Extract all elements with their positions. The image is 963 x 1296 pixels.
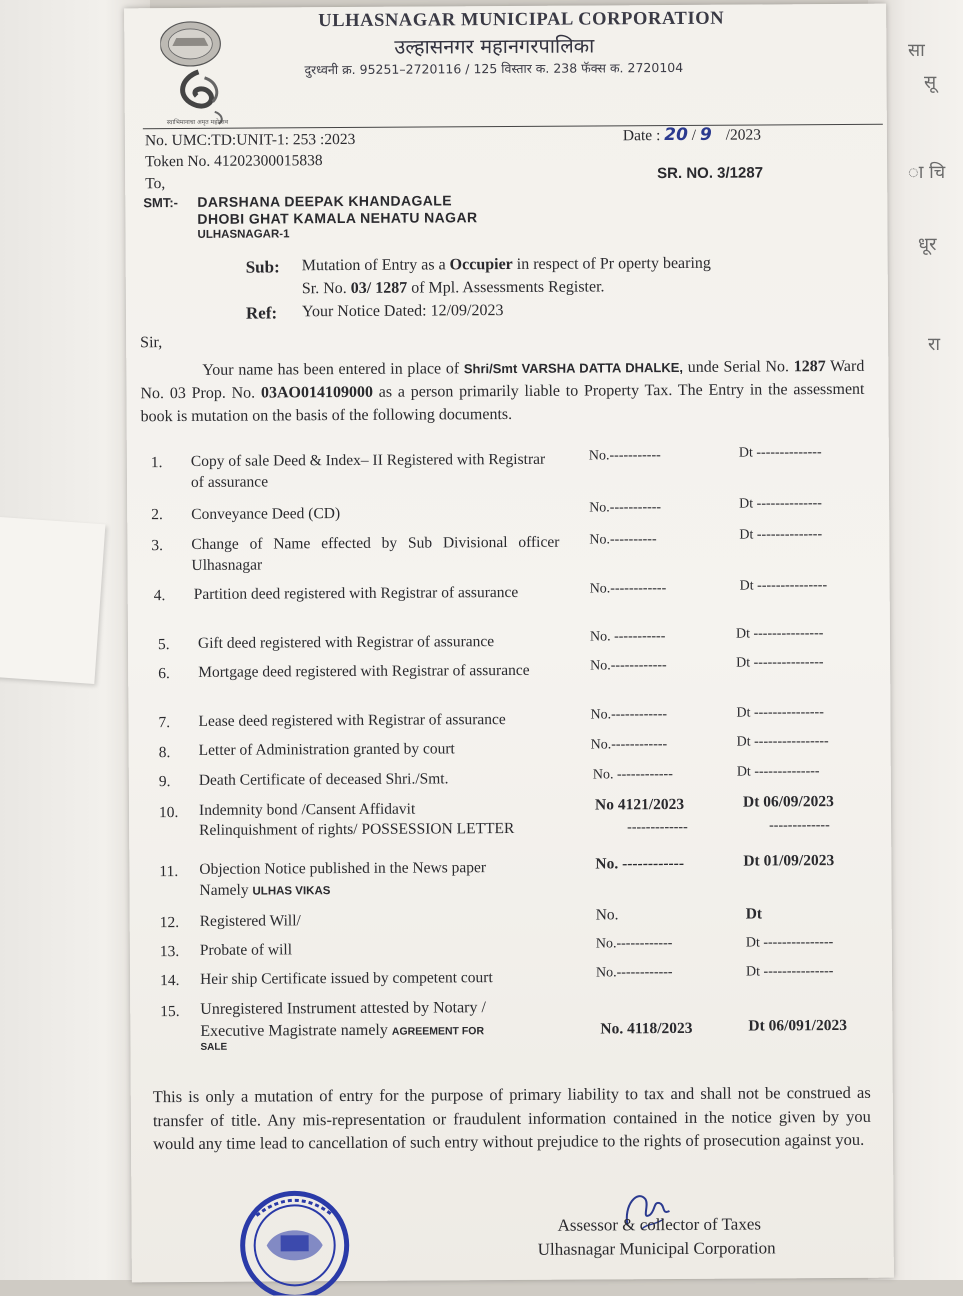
- doc-number: 13.: [159, 943, 180, 961]
- doc-date-underline: -------------: [769, 818, 830, 834]
- doc-date-field: Dt 01/09/2023: [743, 852, 835, 870]
- intro-text: Ward No. 03 Prop. No.: [140, 357, 865, 403]
- signatory-organization: Ulhasnagar Municipal Corporation: [537, 1238, 776, 1259]
- doc-date-field: Dt --------------: [739, 496, 822, 512]
- doc-description: Lease deed registered with Registrar of assurance: [198, 711, 506, 730]
- token-number: Token No. 41202300015838: [145, 152, 323, 171]
- previous-owner-name: Shri/Smt VARSHA DATTA DHALKE,: [463, 359, 684, 377]
- corporation-logo-icon: [160, 16, 257, 135]
- doc-number: 10.: [158, 804, 179, 822]
- date-day-handwritten: 20: [664, 124, 688, 146]
- instrument-name: AGREEMENT FOR: [391, 1025, 485, 1038]
- doc-number-field: No 4121/2023: [594, 795, 685, 814]
- doc-description: Registered Will/: [199, 912, 301, 930]
- intro-text: unde Serial No.: [682, 358, 794, 376]
- doc-date-field: Dt --------------: [739, 527, 823, 543]
- ref-label: Ref:: [245, 303, 278, 323]
- doc-number-field: No.-----------: [589, 500, 662, 516]
- subject-label: Sub:: [245, 257, 280, 277]
- doc-number: 11.: [159, 863, 179, 881]
- addressee-name: DARSHANA DEEPAK KHANDAGALE: [197, 192, 452, 210]
- reference-number: No. UMC:TD:UNIT-1: 253 :2023: [144, 130, 356, 150]
- doc-number: 6.: [158, 665, 170, 683]
- doc-number-field: No.------------: [595, 965, 673, 981]
- doc-description: Objection Notice published in the News paper: [199, 859, 487, 878]
- doc-description-line-2: [199, 878, 565, 903]
- doc-number-field: No.------------: [590, 737, 668, 753]
- addressee-address-line: DHOBI GHAT KAMALA NEHATU NAGAR: [197, 209, 478, 227]
- doc-number: 2.: [151, 506, 163, 524]
- subject-text-part: in respect of Pr operty bearing: [512, 254, 711, 273]
- subject-line-2: [302, 278, 605, 298]
- subject-serial: 03/ 1287: [350, 279, 408, 297]
- side-mark: ा चि: [908, 162, 946, 183]
- contact-line: दुरध्वनी क्र. 95251–2720116 / 125 विस्तार क. 238 फॅक्स क. 2720104: [304, 59, 684, 78]
- doc-date-field: Dt ---------------: [745, 964, 834, 980]
- subject-text: [302, 255, 711, 275]
- doc-number: 8.: [158, 744, 171, 762]
- doc-number-field: No.------------: [595, 936, 673, 952]
- notice-document: [124, 4, 894, 1283]
- doc-number-field: No.: [595, 906, 619, 924]
- doc-text-part: Namely: [199, 881, 253, 899]
- doc-description: Death Certificate of deceased Shri./Smt.: [198, 770, 449, 789]
- newspaper-name: ULHAS VIKAS: [252, 885, 331, 898]
- instrument-name-line-2: SALE: [200, 1041, 228, 1053]
- doc-number: 9.: [158, 773, 171, 791]
- side-mark: सा: [908, 40, 925, 61]
- doc-number-field: No.------------: [590, 658, 667, 674]
- side-mark: धूर: [918, 234, 937, 255]
- doc-description: Change of Name effected by Sub Divisional officer Ulhasnagar: [191, 533, 560, 574]
- doc-description: Letter of Administration granted by court: [198, 740, 455, 759]
- ref-text: Your Notice Dated: 12/09/2023: [301, 302, 504, 321]
- subject-text-part: of Mpl. Assessments Register.: [407, 278, 605, 297]
- property-number: 03AO014109000: [260, 383, 373, 402]
- doc-date-field: Dt 06/09/2023: [742, 793, 834, 811]
- doc-number-field: No.------------: [589, 581, 667, 597]
- doc-description-line-2: Relinquishment of rights/ POSSESSION LETTER: [199, 819, 515, 839]
- subject-text-part: Mutation of Entry as a: [301, 256, 450, 275]
- doc-number-field: No. -----------: [589, 629, 666, 645]
- doc-description: Mortgage deed registered with Registrar of assurance: [198, 661, 530, 681]
- doc-number: 7.: [158, 714, 171, 732]
- doc-date-field: Dt --------------: [736, 764, 820, 780]
- side-mark: रा: [928, 334, 941, 355]
- doc-description: Conveyance Deed (CD): [191, 505, 341, 523]
- doc-description: Heir ship Certificate issued by competent court: [199, 969, 493, 988]
- intro-serial-number: 1287: [793, 358, 826, 376]
- doc-number: 5.: [157, 636, 170, 654]
- organization-name-hindi: उल्हासनगर महानगरपालिका: [394, 33, 595, 59]
- doc-number: 15.: [160, 1003, 180, 1021]
- salutation: Sir,: [140, 334, 163, 352]
- doc-number: 12.: [159, 914, 180, 932]
- doc-description: Probate of will: [199, 941, 293, 959]
- doc-number-field: No. ------------: [595, 854, 685, 873]
- side-mark: सू: [924, 72, 937, 93]
- doc-number: 14.: [160, 972, 180, 990]
- doc-number: 3.: [151, 537, 164, 555]
- doc-description: Partition deed registered with Registrar of assurance: [193, 583, 519, 603]
- subject-text-part: Sr. No.: [301, 279, 351, 298]
- date-label: Date :: [622, 127, 661, 145]
- doc-date-field: Dt --------------: [738, 445, 822, 461]
- doc-description: Indemnity bond /Cansent Affidavit: [198, 800, 416, 819]
- subject-occupier: Occupier: [449, 255, 513, 274]
- serial-number: SR. NO. 3/1287: [657, 164, 764, 183]
- doc-description: Copy of sale Deed & Index– II Registered with Registrar of assurance: [190, 450, 546, 491]
- doc-date-field: Dt: [745, 905, 763, 923]
- intro-text: Your name has been entered in place of: [202, 360, 464, 379]
- doc-date-field: Dt ---------------: [736, 655, 824, 671]
- corporation-seal-icon: [236, 1185, 355, 1296]
- doc-number-field: No.-----------: [588, 448, 661, 464]
- doc-number: 4.: [153, 587, 166, 605]
- disclaimer-paragraph: This is only a mutation of entry for the purpose of primary liability to tax and shall not be construed as transfer of title. Any mis-representation or fraudulent information contained in the notice given by you would any time lead to cancellation of such entry without prejudice to the rights of prosecution against you.: [152, 1082, 871, 1154]
- doc-number-field: No. ------------: [592, 767, 673, 783]
- doc-number-field: No. 4118/2023: [600, 1019, 693, 1038]
- doc-date-field: Dt ----------------: [736, 734, 829, 750]
- background-sheet: [0, 516, 105, 684]
- addressee-prefix: SMT:-: [143, 195, 179, 211]
- date-field: Date : 20 / 9 /2023: [622, 124, 762, 146]
- signatory-title: Assessor & collector of Taxes: [557, 1214, 762, 1235]
- doc-description: Gift deed registered with Registrar of assurance: [197, 633, 495, 652]
- doc-number-field: No.------------: [590, 707, 668, 723]
- doc-date-field: Dt ---------------: [735, 626, 824, 642]
- doc-date-field: Dt ---------------: [745, 935, 834, 951]
- doc-description-line-2: [200, 1019, 580, 1044]
- intro-text: as a person primarily liable to Property Tax. The Entry in the assessment book is mutation on the basis of the following documents.: [140, 380, 865, 426]
- intro-paragraph: [140, 355, 864, 428]
- date-year: /2023: [725, 126, 762, 144]
- doc-text-part: Executive Magistrate namely: [200, 1021, 392, 1040]
- doc-date-field: Dt ---------------: [739, 578, 828, 594]
- doc-date-field: Dt 06/091/2023: [748, 1016, 847, 1035]
- organization-name: ULHASNAGAR MUNICIPAL CORPORATION: [318, 8, 725, 32]
- doc-number: 1.: [150, 454, 163, 472]
- doc-number-field: No.----------: [589, 532, 657, 548]
- doc-date-field: Dt ---------------: [736, 705, 824, 721]
- doc-description: Unregistered Instrument attested by Notary /: [200, 999, 486, 1018]
- logo-caption: स्वाभिमानाचा अमृत महोत्सव: [166, 118, 229, 127]
- addressee-city: ULHASNAGAR-1: [197, 228, 290, 241]
- to-label: To,: [145, 175, 166, 193]
- doc-number-underline: -------------: [627, 819, 688, 836]
- date-month-handwritten: 9: [699, 124, 712, 145]
